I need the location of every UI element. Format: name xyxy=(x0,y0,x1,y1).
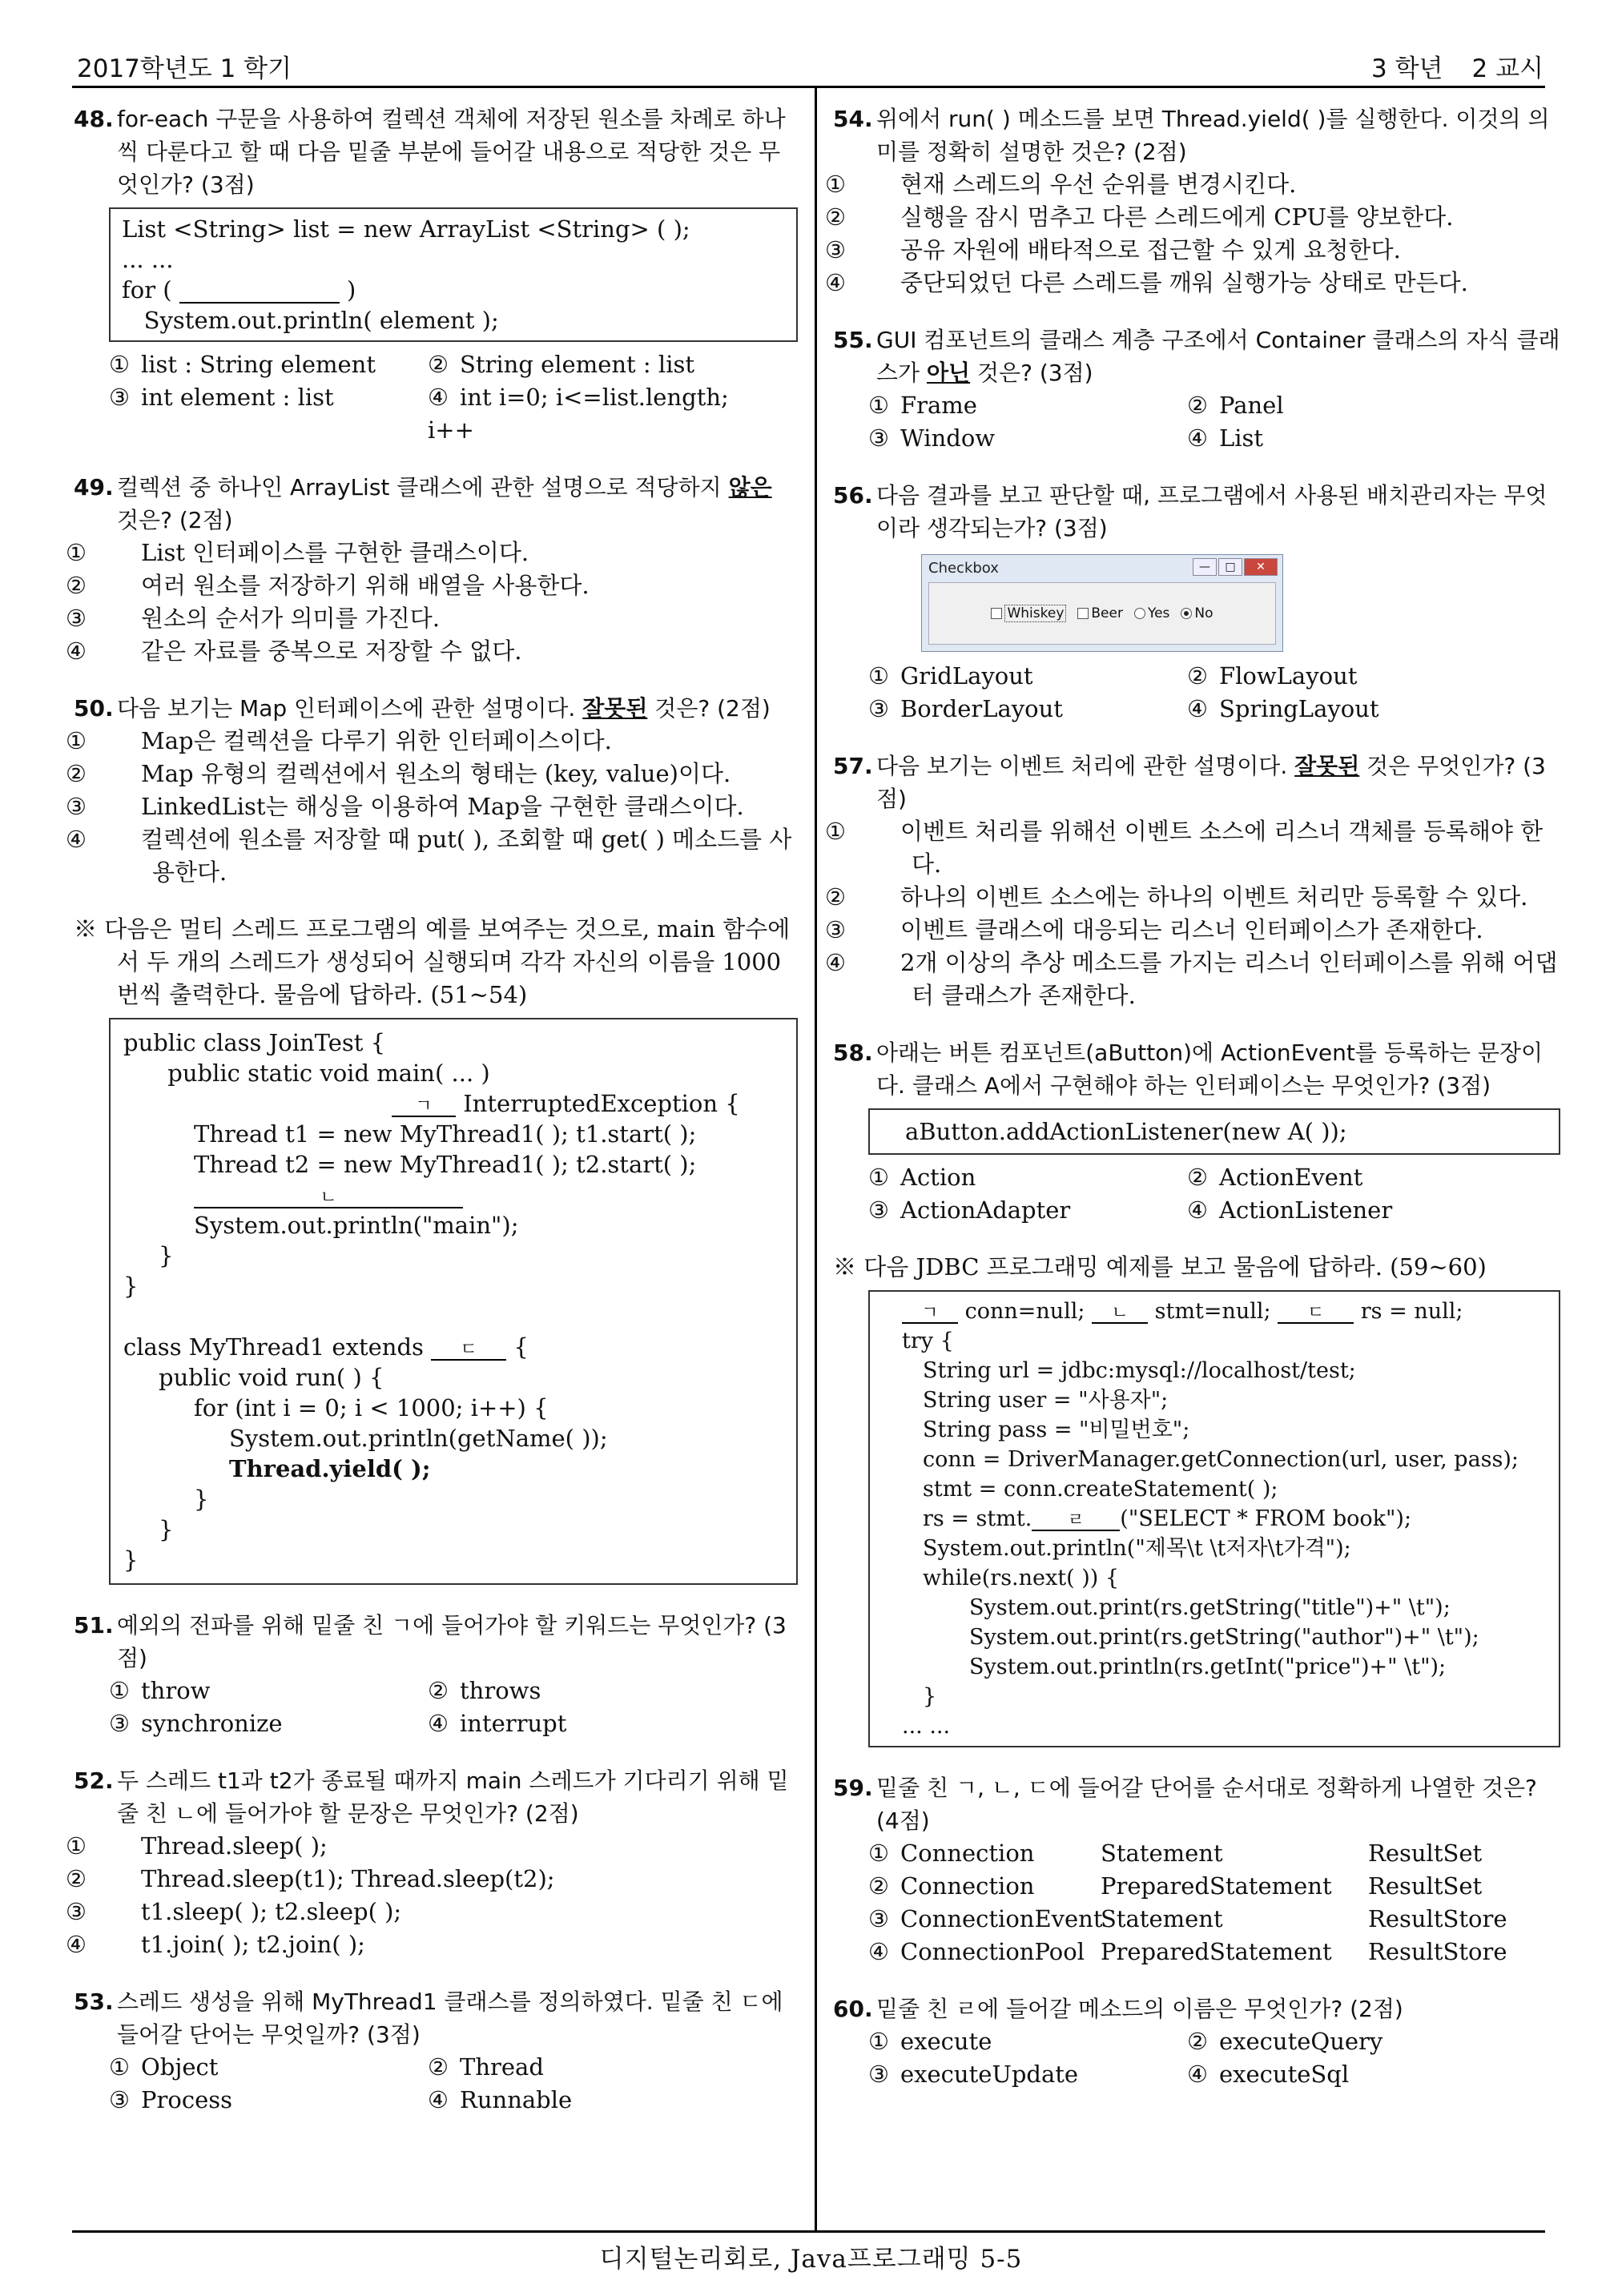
question-number: 52. xyxy=(74,1767,114,1794)
option-2[interactable]: ② ActionEvent xyxy=(1187,1164,1363,1191)
question-52: 52. 두 스레드 t1과 t2가 종료될 때까지 main 스레드가 기다리기 위해 밑줄 친 ㄴ에 들어가야 할 문장은 무엇인가? (2점) ① Thread.sleep( ); ② Thread.sleep(t1); Thread.sleep(t2); ③ t1.sleep( ); t2.sleep( ); ④ t1.join( ); t2.join( ); xyxy=(74,1764,798,1961)
blank-digeut: ㄷ xyxy=(1278,1305,1354,1324)
option-row-4[interactable]: ④ ConnectionPool PreparedStatement ResultStore xyxy=(868,1938,1507,1965)
question-49: 49. 컬렉션 중 하나인 ArrayList 클래스에 관한 설명으로 적당하지 않은 것은? (2점) ① List 인터페이스를 구현한 클래스이다. ② 여러 원소를 저장하기 위해 배열을 사용한다. ③ 원소의 순서가 의미를 가진다. ④ 같은 자료를 중복으로 저장할 수 없다. xyxy=(74,471,798,668)
code-line: List <String> list = new ArrayList <String> ( ); xyxy=(122,215,690,243)
question-number: 53. xyxy=(74,1988,114,2015)
option-3[interactable]: ③ t1.sleep( ); t2.sleep( ); xyxy=(66,1898,402,1925)
option-4[interactable]: ④ 2개 이상의 추상 메소드를 가지는 리스너 인터페이스를 위해 어댑터 클래스가 존재한다. xyxy=(825,949,1558,1009)
option-3[interactable]: ③ Process xyxy=(109,2086,233,2113)
option-2[interactable]: ② executeQuery xyxy=(1187,2028,1383,2055)
header-rule xyxy=(72,86,1545,88)
question-number: 48. xyxy=(74,106,114,132)
option-1[interactable]: ① List 인터페이스를 구현한 클래스이다. xyxy=(66,539,529,566)
checkbox-icon xyxy=(991,608,1002,619)
maximize-icon[interactable]: □ xyxy=(1218,558,1242,576)
option-1[interactable]: ① Frame xyxy=(868,392,977,419)
option-2[interactable]: ② Thread xyxy=(428,2053,544,2081)
window-title: Checkbox xyxy=(928,560,999,577)
code-box-jdbc: ㄱ conn=null; ㄴ stmt=null; ㄷ rs = null; try { String url = jdbc:mysql://localhost/test; String user = "사용자"; String pass = "비밀번호"; conn = DriverManager.getConnection(url, user, pass); stmt = conn.createStatement( ); rs = stmt. ㄹ ("SELECT * FROM book"); System.out.println("제목\t \t저자\t가격"); while(rs.next( )) { System.out.print(rs.getString("title")+" \t"); System.out.print(rs.getString("author")+" \t"); System.out.println(rs.getInt("price")+" \t"); } ... ... xyxy=(868,1290,1560,1747)
option-list xyxy=(109,1675,798,1740)
code-box-jointest: public class JoinTest { public static void main( ... ) ㄱ InterruptedException { Thread t1 = new MyThread1( ); t1.start( ); Thread t2 = new MyThread1( ); t2.start( ); ㄴ System.out.println("main"); } } class MyThread1 extends ㄷ { public void run( ) { for (int i = 0; i < 1000; i++) { System.out.println(getName( )); Thread.yield( ); } } } xyxy=(109,1018,798,1585)
right-column xyxy=(825,103,1560,2115)
option-4[interactable]: ④ t1.join( ); t2.join( ); xyxy=(66,1931,365,1958)
option-3[interactable]: ③ ActionAdapter xyxy=(868,1196,1071,1224)
question-54: 54. 위에서 run( ) 메소드를 보면 Thread.yield( )를 실행한다. 이것의 의미를 정확히 설명한 것은? (2점) ① 현재 스레드의 우선 순위를 변경시킨다. ② 실행을 잠시 멈추고 다른 스레드에게 CPU를 양보한다. ③ 공유 자원에 배타적으로 접근할 수 있게 요청한다. ④ 중단되었던 다른 스레드를 깨워 실행가능 상태로 만든다. xyxy=(833,103,1560,300)
option-list xyxy=(868,2025,1560,2091)
option-2[interactable]: ② Map 유형의 컬렉션에서 원소의 형태는 (key, value)이다. xyxy=(66,760,731,787)
question-number: 51. xyxy=(74,1612,114,1639)
question-number: 59. xyxy=(833,1775,873,1801)
option-1[interactable]: ① list : String element xyxy=(109,351,376,378)
option-3[interactable]: ③ 원소의 순서가 의미를 가진다. xyxy=(66,605,441,632)
option-4[interactable]: ④ executeSql xyxy=(1187,2061,1350,2088)
question-number: 60. xyxy=(833,1996,873,2022)
question-number: 57. xyxy=(833,753,873,779)
window-content xyxy=(928,582,1276,645)
option-3[interactable]: ③ 공유 자원에 배타적으로 접근할 수 있게 요청한다. xyxy=(825,236,1401,263)
blank-giyeok: ㄱ xyxy=(392,1098,456,1117)
question-number: 49. xyxy=(74,474,114,501)
option-1[interactable]: ① Object xyxy=(109,2053,219,2081)
option-2[interactable]: ② throws xyxy=(428,1677,541,1704)
checkbox-beer[interactable]: Beer xyxy=(1077,605,1123,621)
instruction-note: ※ 다음은 멀티 스레드 프로그램의 예를 보여주는 것으로, main 함수에서 두 개의 스레드가 생성되어 실행되며 각각 자신의 이름을 1000번씩 출력한다. 물음에 답하라. (51~54) xyxy=(74,915,791,1008)
footer-rule xyxy=(72,2230,1545,2233)
option-3[interactable]: ③ 이벤트 클래스에 대응되는 리스너 인터페이스가 존재한다. xyxy=(825,916,1483,943)
option-4[interactable]: ④ ActionListener xyxy=(1187,1196,1393,1224)
answer-blank xyxy=(179,284,340,304)
option-1[interactable]: ① 현재 스레드의 우선 순위를 변경시킨다. xyxy=(825,171,1297,198)
left-column xyxy=(66,103,798,2141)
question-number: 56. xyxy=(833,482,873,509)
option-3[interactable]: ③ Window xyxy=(868,424,996,452)
blank-rieul: ㄹ xyxy=(1032,1512,1120,1531)
code-line: System.out.println( element ); xyxy=(122,307,499,334)
option-4[interactable]: ④ int i=0; i<=list.length; i++ xyxy=(428,384,729,444)
question-number: 50. xyxy=(74,695,114,722)
grade-label: 3 학년 xyxy=(1371,54,1443,83)
code-text: for ( xyxy=(122,276,172,304)
option-3[interactable]: ③ executeUpdate xyxy=(868,2061,1079,2088)
option-list xyxy=(868,389,1560,455)
question-text: for-each 구문을 사용하여 컬렉션 객체에 저장된 원소를 차례로 하나씩 다룬다고 할 때 다음 밑줄 부분에 들어갈 내용으로 적당한 것은 무엇인가? (3점) xyxy=(117,106,786,198)
option-list xyxy=(868,1161,1560,1227)
option-2[interactable]: ② 여러 원소를 저장하기 위해 배열을 사용한다. xyxy=(66,572,590,599)
radio-icon xyxy=(1134,608,1145,619)
option-list xyxy=(868,660,1560,726)
code-box: aButton.addActionListener(new A( )); xyxy=(868,1108,1560,1155)
radio-selected-icon xyxy=(1181,608,1192,619)
option-1[interactable]: ① GridLayout xyxy=(868,662,1033,690)
option-4[interactable]: ④ List xyxy=(1187,424,1264,452)
question-number: 58. xyxy=(833,1039,873,1066)
option-row-1[interactable]: ① Connection Statement ResultSet xyxy=(868,1840,1483,1867)
question-59: 59. 밑줄 친 ㄱ, ㄴ, ㄷ에 들어갈 단어를 순서대로 정확하게 나열한 것은? (4점) ① Connection Statement ResultSet ② Connection PreparedStatement ResultSet ③ ConnectionEvent Statement ResultStore ④ ConnectionPool PreparedStatement ResultStore xyxy=(833,1771,1560,1968)
option-row-2[interactable]: ② Connection PreparedStatement ResultSet xyxy=(868,1872,1483,1900)
period-label: 2 교시 xyxy=(1471,54,1544,83)
option-list xyxy=(109,2051,798,2117)
option-1[interactable]: ① Map은 컬렉션을 다루기 위한 인터페이스이다. xyxy=(66,727,612,754)
question-number: 54. xyxy=(833,106,873,132)
emphasis: 않은 xyxy=(728,474,772,501)
option-4[interactable]: ④ Runnable xyxy=(428,2086,573,2113)
blank-nieun: ㄴ xyxy=(194,1189,463,1208)
question-51: 51. 예외의 전파를 위해 밑줄 친 ㄱ에 들어가야 할 키워드는 무엇인가? (3점) ① throw ② throws ③ synchronize ④ interrupt xyxy=(74,1609,798,1740)
option-1[interactable]: ① execute xyxy=(868,2028,992,2055)
option-2[interactable]: ② 실행을 잠시 멈추고 다른 스레드에게 CPU를 양보한다. xyxy=(825,203,1454,231)
option-4[interactable]: ④ 중단되었던 다른 스레드를 깨워 실행가능 상태로 만든다. xyxy=(825,269,1468,296)
code-line xyxy=(122,275,785,305)
minimize-icon[interactable]: — xyxy=(1193,558,1217,576)
window-controls xyxy=(1193,558,1278,576)
question-60: 60. 밑줄 친 ㄹ에 들어갈 메소드의 이름은 무엇인가? (2점) ① execute ② executeQuery ③ executeUpdate ④ executeSql xyxy=(833,1992,1560,2091)
blank-digeut: ㄷ xyxy=(431,1341,506,1361)
option-4[interactable]: ④ 컬렉션에 원소를 저장할 때 put( ), 조회할 때 get( ) 메소드를 사용한다. xyxy=(66,826,792,886)
radio-yes[interactable]: Yes xyxy=(1134,605,1169,621)
option-2[interactable]: ② Thread.sleep(t1); Thread.sleep(t2); xyxy=(66,1865,555,1892)
question-53: 53. 스레드 생성을 위해 MyThread1 클래스를 정의하였다. 밑줄 친 ㄷ에 들어갈 단어는 무엇일까? (3점) ① Object ② Thread ③ Process ④ Runnable xyxy=(74,1985,798,2117)
exam-term: 2017학년도 1 학기 xyxy=(77,54,292,83)
option-1[interactable]: ① 이벤트 처리를 위해선 이벤트 소스에 리스너 객체를 등록해야 한다. xyxy=(825,818,1544,878)
option-2[interactable]: ② String element : list xyxy=(428,351,695,378)
blank-giyeok: ㄱ xyxy=(902,1305,958,1324)
option-3[interactable]: ③ int element : list xyxy=(109,384,334,411)
checkbox-whiskey[interactable]: Whiskey xyxy=(991,605,1066,621)
question-57: 57. 다음 보기는 이벤트 처리에 관한 설명이다. 잘못된 것은 무엇인가? (3점) ① 이벤트 처리를 위해선 이벤트 소스에 리스너 객체를 등록해야 한다. ② 하나의 이벤트 소스에는 하나의 이벤트 처리만 등록할 수 있다. ③ 이벤트 클래스에 대응되는 리스너 인터페이스가 존재한다. ④ 2개 이상의 추상 메소드를 가지는 리스너 인터페이스를 위해 어댑터 클래스가 존재한다. xyxy=(833,750,1560,1012)
emphasis: 잘못된 xyxy=(582,695,648,722)
exam-grade-period xyxy=(1342,48,1544,84)
question-58: 58. 아래는 버튼 컴포넌트(aButton)에 ActionEvent를 등록하는 문장이다. 클래스 A에서 구현해야 하는 인터페이스는 무엇인가? (3점) aButton.addActionListener(new A( )); ① Action ② ActionEvent ③ ActionAdapter ④ ActionListener xyxy=(833,1036,1560,1227)
option-list xyxy=(109,348,798,447)
checkbox-window-screenshot xyxy=(921,554,1283,652)
emphasis: 잘못된 xyxy=(1294,753,1360,779)
page-footer: 디지털논리회로, Java프로그래밍 5-5 xyxy=(599,2245,1023,2274)
option-1[interactable]: ① Action xyxy=(868,1164,976,1191)
question-number: 55. xyxy=(833,327,873,353)
instruction-note: ※ 다음 JDBC 프로그래밍 예제를 보고 물음에 답하라. (59~60) xyxy=(833,1253,1487,1281)
question-56: 56. 다음 결과를 보고 판단할 때, 프로그램에서 사용된 배치관리자는 무엇이라 생각되는가? (3점) Checkbox — □ ✕ Whiskey Beer Yes No ① GridLayout ② FlowLayout ③ BorderLayout ④ SpringLayout xyxy=(833,479,1560,726)
option-row-3[interactable]: ③ ConnectionEvent Statement ResultStore xyxy=(868,1905,1507,1932)
code-text: ) xyxy=(347,276,356,304)
radio-no[interactable]: No xyxy=(1181,605,1213,621)
question-55: 55. GUI 컴포넌트의 클래스 계층 구조에서 Container 클래스의 자식 클래스가 아닌 것은? (3점) ① Frame ② Panel ③ Window ④ List xyxy=(833,324,1560,455)
option-2[interactable]: ② FlowLayout xyxy=(1187,662,1358,690)
close-icon[interactable]: ✕ xyxy=(1244,558,1278,576)
option-1[interactable]: ① Thread.sleep( ); xyxy=(66,1832,328,1860)
option-3[interactable]: ③ BorderLayout xyxy=(868,695,1063,722)
blank-nieun: ㄴ xyxy=(1092,1305,1148,1324)
code-line: ... ... xyxy=(122,246,174,273)
code-box xyxy=(109,207,798,342)
column-divider xyxy=(815,88,817,2231)
option-3[interactable]: ③ LinkedList는 해싱을 이용하여 Map을 구현한 클래스이다. xyxy=(66,793,744,820)
option-2[interactable]: ② Panel xyxy=(1187,392,1284,419)
checkbox-icon xyxy=(1077,608,1089,619)
option-1[interactable]: ① throw xyxy=(109,1677,211,1704)
option-2[interactable]: ② 하나의 이벤트 소스에는 하나의 이벤트 처리만 등록할 수 있다. xyxy=(825,883,1528,911)
question-48 xyxy=(74,103,798,447)
option-3[interactable]: ③ synchronize xyxy=(109,1710,283,1737)
emphasis: 아닌 xyxy=(927,360,971,386)
question-50: 50. 다음 보기는 Map 인터페이스에 관한 설명이다. 잘못된 것은? (2점) ① Map은 컬렉션을 다루기 위한 인터페이스이다. ② Map 유형의 컬렉션에서 원소의 형태는 (key, value)이다. ③ LinkedList는 해싱을 이용하여 Map을 구현한 클래스이다. ④ 컬렉션에 원소를 저장할 때 put( ), 조회할 때 get( ) 메소드를 사용한다. xyxy=(74,692,798,889)
option-4[interactable]: ④ interrupt xyxy=(428,1710,567,1737)
option-4[interactable]: ④ SpringLayout xyxy=(1187,695,1379,722)
option-4[interactable]: ④ 같은 자료를 중복으로 저장할 수 없다. xyxy=(66,637,522,665)
